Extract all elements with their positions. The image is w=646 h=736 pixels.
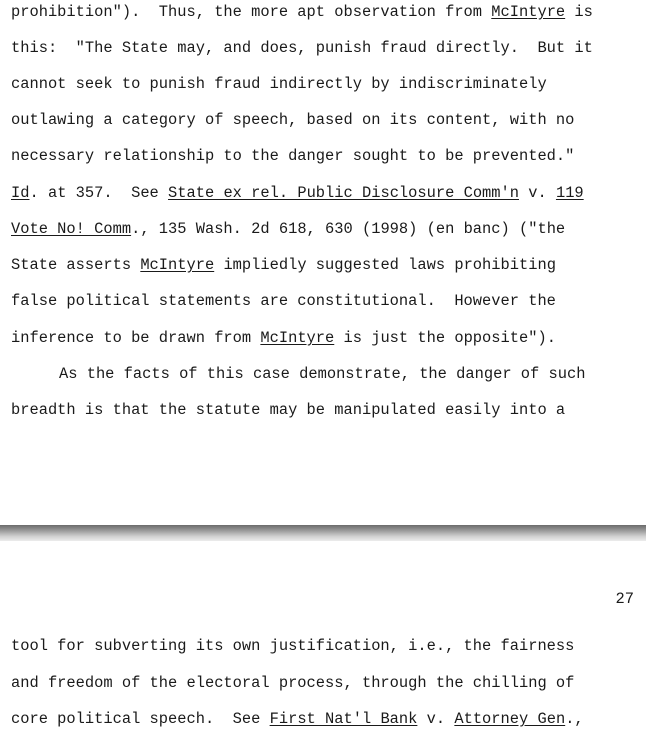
text-line — [11, 710, 593, 728]
page-number: 27 — [615, 590, 634, 608]
text-line — [11, 256, 556, 274]
body-text: and freedom of the electoral process, through the chilling of — [11, 674, 575, 692]
citation-text: McIntyre — [491, 3, 566, 21]
body-text: tool for subverting its own justification, i.e., the fairness — [11, 637, 575, 655]
body-text: false political statements are constitutional. However the — [11, 292, 556, 310]
text-line — [11, 75, 547, 93]
body-text: cannot seek to punish fraud indirectly by indiscriminately — [11, 75, 547, 93]
body-text: v. — [519, 184, 556, 202]
citation-text: 119 — [555, 184, 584, 202]
body-text: v. — [417, 710, 455, 728]
body-text: As the facts of this case demonstrate, the danger of such — [59, 365, 586, 383]
text-line — [11, 3, 593, 21]
page-break-divider — [0, 525, 646, 541]
body-text: ., 135 Wash. 2d 618, 630 (1998) (en banc) ("the — [131, 220, 566, 238]
text-line — [11, 292, 556, 310]
text-line — [11, 184, 584, 202]
paragraph-first-line — [59, 365, 585, 383]
text-line — [11, 111, 574, 129]
body-text: ., — [565, 710, 593, 728]
body-text: is just the opposite"). — [334, 329, 556, 347]
citation-text: First Nat'l Bank — [269, 710, 418, 728]
body-text: State asserts — [11, 256, 141, 274]
text-line — [11, 329, 556, 347]
body-text: necessary relationship to the danger sought to be prevented." — [11, 147, 575, 165]
body-text: outlawing a category of speech, based on its content, with no — [11, 111, 575, 129]
text-line — [11, 39, 593, 57]
text-line — [11, 220, 565, 238]
text-line — [11, 401, 565, 419]
citation-text: McIntyre — [140, 256, 215, 274]
body-text: breadth is that the statute may be manipulated easily into a — [11, 401, 566, 419]
text-line — [11, 637, 574, 655]
citation-text: Vote No! Comm — [11, 220, 132, 238]
citation-text: McIntyre — [260, 329, 335, 347]
body-text: prohibition"). Thus, the more apt observation from — [11, 3, 492, 21]
body-text: impliedly suggested laws prohibiting — [214, 256, 556, 274]
body-text: inference to be drawn from — [11, 329, 261, 347]
text-line — [11, 147, 574, 165]
body-text: is — [565, 3, 593, 21]
citation-text: Id — [11, 184, 30, 202]
body-text: . at 357. See — [29, 184, 169, 202]
citation-text: State ex rel. Public Disclosure Comm'n — [168, 184, 519, 202]
body-text: this: "The State may, and does, punish fraud directly. But it — [11, 39, 593, 57]
citation-text: Attorney Gen — [454, 710, 566, 728]
text-line — [11, 674, 574, 692]
body-text: core political speech. See — [11, 710, 270, 728]
